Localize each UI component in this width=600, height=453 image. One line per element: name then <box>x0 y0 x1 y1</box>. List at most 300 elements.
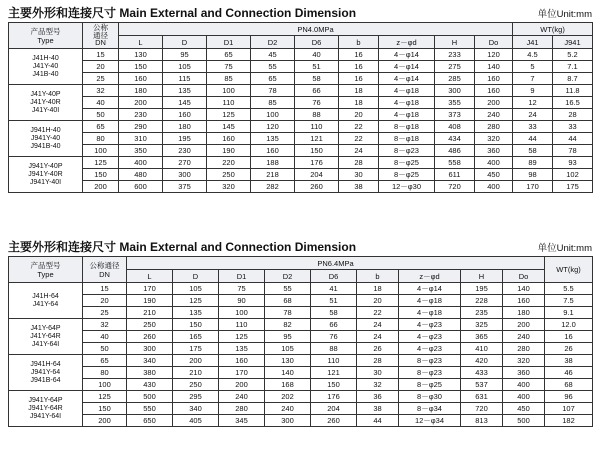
table-cell: 4－φ23 <box>399 343 461 355</box>
table-row <box>9 307 593 319</box>
table-cell: 182 <box>545 415 593 427</box>
type-cell <box>9 319 83 355</box>
table-cell: 120 <box>475 49 513 61</box>
type-name: J941B-64 <box>30 376 61 384</box>
type-name: J41H-64 <box>32 292 59 300</box>
table-cell: 500 <box>503 415 545 427</box>
table-cell: 100 <box>83 379 127 391</box>
table-cell: 96 <box>545 391 593 403</box>
table-cell: 410 <box>461 343 503 355</box>
col-header: b <box>339 36 379 49</box>
type-cell <box>9 391 83 427</box>
table-cell: 7 <box>513 73 553 85</box>
table-cell: 51 <box>295 61 339 73</box>
table-cell: 24 <box>339 145 379 157</box>
table-cell: 433 <box>461 367 503 379</box>
table-cell: 5.2 <box>553 49 593 61</box>
table-cell: 78 <box>251 85 295 97</box>
table-cell: 175 <box>553 181 593 193</box>
table-cell: 260 <box>295 181 339 193</box>
table-cell: 430 <box>127 379 173 391</box>
table-cell: 408 <box>435 121 475 133</box>
table-row <box>9 157 593 169</box>
table-cell: 200 <box>173 355 219 367</box>
table-cell: 240 <box>503 331 545 343</box>
table-cell: 558 <box>435 157 475 169</box>
table-cell: 9 <box>513 85 553 97</box>
table-cell: 20 <box>83 295 127 307</box>
type-name: J41Y-64R <box>30 332 61 340</box>
pressure-header: PN6.4MPa <box>127 257 545 270</box>
table-row <box>9 121 593 133</box>
table-cell: 300 <box>163 169 207 181</box>
type-name: J41Y-64P <box>30 324 61 332</box>
table-cell: 110 <box>295 121 339 133</box>
table-cell: 4.5 <box>513 49 553 61</box>
weight-header: WT(kg) <box>513 23 593 36</box>
table-cell: 65 <box>251 73 295 85</box>
table-cell: 8－φ18 <box>379 121 435 133</box>
type-name: J41Y-64 <box>32 300 59 308</box>
table-cell: 140 <box>475 61 513 73</box>
table-cell: 30 <box>339 169 379 181</box>
table-cell: 160 <box>251 145 295 157</box>
table-cell: 450 <box>475 169 513 181</box>
table-cell: 400 <box>475 181 513 193</box>
table-cell: 36 <box>357 391 399 403</box>
col-header: L <box>119 36 163 49</box>
dn-header <box>83 23 119 49</box>
table-cell: 88 <box>295 109 339 121</box>
table-cell: 12－φ30 <box>379 181 435 193</box>
table-cell: 170 <box>219 367 265 379</box>
table-cell: 95 <box>163 49 207 61</box>
table-cell: 210 <box>127 307 173 319</box>
type-name: J941H-64 <box>30 360 61 368</box>
table-cell: 89 <box>513 157 553 169</box>
table-row <box>9 331 593 343</box>
table-cell: 8.7 <box>553 73 593 85</box>
table-cell: 82 <box>265 319 311 331</box>
table-cell: 55 <box>265 283 311 295</box>
table-cell: 202 <box>265 391 311 403</box>
table-cell: 8－φ25 <box>379 157 435 169</box>
table-cell: 405 <box>173 415 219 427</box>
type-name: J41Y-64I <box>31 340 60 348</box>
type-header-cn: 产品型号 <box>30 26 61 36</box>
table-cell: 58 <box>311 307 357 319</box>
table-cell: 600 <box>119 181 163 193</box>
table-row <box>9 319 593 331</box>
type-name: J941Y-40 <box>30 134 61 142</box>
table-cell: 9.1 <box>545 307 593 319</box>
table-cell: 150 <box>119 61 163 73</box>
dn-header <box>83 257 127 283</box>
table-cell: 22 <box>339 133 379 145</box>
table-cell: 160 <box>475 73 513 85</box>
table-cell: 130 <box>265 355 311 367</box>
col-header: Do <box>503 270 545 283</box>
table-cell: 150 <box>311 379 357 391</box>
table-cell: 160 <box>207 133 251 145</box>
dn-header-line2: 通径 <box>93 30 108 40</box>
table-cell: 270 <box>163 157 207 169</box>
table-cell: 65 <box>83 355 127 367</box>
table-cell: 32 <box>357 379 399 391</box>
unit-label: 单位Unit:mm <box>537 9 592 20</box>
table-cell: 220 <box>207 157 251 169</box>
dn-header-line1: 公称通径 <box>89 260 120 270</box>
table-cell: 85 <box>207 73 251 85</box>
table-cell: 66 <box>311 319 357 331</box>
table-cell: 32 <box>83 85 119 97</box>
table-cell: 88 <box>311 343 357 355</box>
type-name: J41Y-40I <box>31 106 60 114</box>
table-cell: 44 <box>357 415 399 427</box>
table-cell: 350 <box>119 145 163 157</box>
type-cell <box>9 283 83 319</box>
col-header: D1 <box>207 36 251 49</box>
section-title: 主要外形和连接尺寸 Main External and Connection Dimension <box>8 240 357 254</box>
table-row <box>9 343 593 355</box>
table-cell: 100 <box>83 145 119 157</box>
table-cell: 4－φ14 <box>399 283 461 295</box>
table-cell: 105 <box>163 61 207 73</box>
type-name: J941Y-64R <box>28 404 63 412</box>
table-cell: 28 <box>553 109 593 121</box>
type-cell <box>9 49 83 85</box>
table-cell: 93 <box>553 157 593 169</box>
table-row <box>9 283 593 295</box>
table-cell: 75 <box>207 61 251 73</box>
table-cell: 4－φ14 <box>379 49 435 61</box>
section-pn40 <box>8 4 592 193</box>
table-cell: 12 <box>513 97 553 109</box>
table-cell: 373 <box>435 109 475 121</box>
table-cell: 250 <box>127 319 173 331</box>
table-row <box>9 109 593 121</box>
type-name: J41B-40 <box>32 70 59 78</box>
table-cell: 170 <box>513 181 553 193</box>
table-cell: 4－φ14 <box>379 73 435 85</box>
table-cell: 180 <box>119 85 163 97</box>
table-cell: 33 <box>513 121 553 133</box>
type-header <box>9 257 83 283</box>
table-cell: 110 <box>311 355 357 367</box>
table-cell: 160 <box>163 109 207 121</box>
table-cell: 200 <box>119 97 163 109</box>
table-cell: 22 <box>357 307 399 319</box>
table-cell: 230 <box>119 109 163 121</box>
table-cell: 85 <box>251 97 295 109</box>
table-row <box>9 379 593 391</box>
table-cell: 228 <box>461 295 503 307</box>
table-cell: 110 <box>219 319 265 331</box>
table-cell: 360 <box>475 145 513 157</box>
pressure-header: PN4.0MPa <box>119 23 513 36</box>
table-cell: 4－φ18 <box>379 85 435 97</box>
table-cell: 500 <box>127 391 173 403</box>
type-header <box>9 23 83 49</box>
table-cell: 50 <box>83 109 119 121</box>
table-cell: 135 <box>163 85 207 97</box>
section-title: 主要外形和连接尺寸 Main External and Connection Dimension <box>8 6 357 20</box>
type-cell <box>9 157 83 193</box>
col-header: J41 <box>513 36 553 49</box>
table-cell: 190 <box>127 295 173 307</box>
table-cell: 28 <box>357 355 399 367</box>
type-name: J941Y-64I <box>29 412 62 420</box>
table-cell: 4－φ18 <box>399 295 461 307</box>
type-name: J941Y-64P <box>28 396 63 404</box>
weight-header: WT(kg) <box>545 257 593 283</box>
table-cell: 40 <box>83 97 119 109</box>
table-cell: 25 <box>83 73 119 85</box>
table-cell: 135 <box>173 307 219 319</box>
col-header: H <box>435 36 475 49</box>
table-cell: 150 <box>173 319 219 331</box>
table-cell: 275 <box>435 61 475 73</box>
col-header: D1 <box>219 270 265 283</box>
col-header: D2 <box>251 36 295 49</box>
table-cell: 24 <box>513 109 553 121</box>
table-cell: 180 <box>163 121 207 133</box>
table-cell: 188 <box>251 157 295 169</box>
table-body <box>9 49 593 193</box>
table-cell: 218 <box>251 169 295 181</box>
table-cell: 58 <box>513 145 553 157</box>
table-cell: 8－φ18 <box>379 133 435 145</box>
table-cell: 204 <box>295 169 339 181</box>
table-cell: 720 <box>435 181 475 193</box>
table-cell: 16 <box>339 49 379 61</box>
table-cell: 260 <box>127 331 173 343</box>
table-cell: 233 <box>435 49 475 61</box>
table-cell: 175 <box>173 343 219 355</box>
table-cell: 365 <box>461 331 503 343</box>
table-cell: 400 <box>503 379 545 391</box>
type-name: J41Y-40 <box>32 62 59 70</box>
table-cell: 26 <box>357 343 399 355</box>
type-name: J941H-40 <box>30 126 61 134</box>
type-name: J941Y-40R <box>28 170 63 178</box>
col-header: Do <box>475 36 513 49</box>
table-cell: 38 <box>339 181 379 193</box>
table-cell: 150 <box>295 145 339 157</box>
col-header: D2 <box>265 270 311 283</box>
table-cell: 450 <box>503 403 545 415</box>
table-cell: 12－φ34 <box>399 415 461 427</box>
table-body <box>9 283 593 427</box>
table-row <box>9 181 593 193</box>
table-cell: 145 <box>207 121 251 133</box>
table-cell: 51 <box>311 295 357 307</box>
table-cell: 95 <box>265 331 311 343</box>
table-cell: 65 <box>83 121 119 133</box>
table-cell: 150 <box>83 403 127 415</box>
table-cell: 20 <box>339 109 379 121</box>
table-cell: 38 <box>357 403 399 415</box>
col-header: z－φd <box>379 36 435 49</box>
table-cell: 400 <box>119 157 163 169</box>
table-cell: 78 <box>553 145 593 157</box>
table-cell: 45 <box>251 49 295 61</box>
table-cell: 46 <box>545 367 593 379</box>
table-cell: 125 <box>173 295 219 307</box>
table-cell: 380 <box>127 367 173 379</box>
table-row <box>9 403 593 415</box>
table-cell: 360 <box>503 367 545 379</box>
table-cell: 44 <box>553 133 593 145</box>
table-cell: 18 <box>357 283 399 295</box>
table-cell: 18 <box>339 97 379 109</box>
table-cell: 300 <box>435 85 475 97</box>
table-cell: 240 <box>265 403 311 415</box>
table-cell: 30 <box>357 367 399 379</box>
col-header: D6 <box>311 270 357 283</box>
table-cell: 98 <box>513 169 553 181</box>
table-cell: 140 <box>503 283 545 295</box>
table-cell: 204 <box>311 403 357 415</box>
table-cell: 400 <box>503 391 545 403</box>
type-name: J941Y-64 <box>30 368 61 376</box>
table-cell: 200 <box>219 379 265 391</box>
table-cell: 90 <box>219 295 265 307</box>
table-cell: 240 <box>475 109 513 121</box>
table-cell: 22 <box>339 121 379 133</box>
table-cell: 20 <box>357 295 399 307</box>
table-cell: 121 <box>311 367 357 379</box>
table-cell: 250 <box>207 169 251 181</box>
table-cell: 25 <box>83 307 127 319</box>
table-cell: 125 <box>207 109 251 121</box>
table-cell: 537 <box>461 379 503 391</box>
table-cell: 813 <box>461 415 503 427</box>
table-cell: 80 <box>83 367 127 379</box>
table-cell: 8－φ23 <box>399 367 461 379</box>
type-header-cn: 产品型号 <box>30 260 61 270</box>
table-cell: 130 <box>119 49 163 61</box>
table-cell: 4－φ23 <box>399 319 461 331</box>
table-cell: 400 <box>475 157 513 169</box>
table-cell: 176 <box>295 157 339 169</box>
table-cell: 28 <box>339 157 379 169</box>
col-header: L <box>127 270 173 283</box>
type-name: J41Y-40R <box>30 98 61 106</box>
dn-header-line1: 公称 <box>93 23 108 33</box>
table-cell: 120 <box>251 121 295 133</box>
type-name: J941B-40 <box>30 142 61 150</box>
type-cell <box>9 355 83 391</box>
table-cell: 80 <box>83 133 119 145</box>
table-cell: 32 <box>83 319 127 331</box>
section-pn64 <box>8 238 592 427</box>
table-row <box>9 97 593 109</box>
table-row <box>9 133 593 145</box>
type-name: J941Y-40P <box>28 162 63 170</box>
table-cell: 170 <box>127 283 173 295</box>
type-cell <box>9 85 83 121</box>
table-cell: 100 <box>219 307 265 319</box>
table-cell: 15 <box>83 49 119 61</box>
table-cell: 5.5 <box>545 283 593 295</box>
table-cell: 280 <box>219 403 265 415</box>
table-cell: 24 <box>357 319 399 331</box>
type-name: J41H-40 <box>32 54 59 62</box>
table-cell: 375 <box>163 181 207 193</box>
table-cell: 40 <box>295 49 339 61</box>
table-cell: 107 <box>545 403 593 415</box>
table-cell: 320 <box>503 355 545 367</box>
table-cell: 20 <box>83 61 119 73</box>
table-cell: 12.0 <box>545 319 593 331</box>
table-row <box>9 85 593 97</box>
type-name: J41Y-40P <box>30 90 61 98</box>
table-cell: 16 <box>545 331 593 343</box>
table-cell: 115 <box>163 73 207 85</box>
table-cell: 33 <box>553 121 593 133</box>
table-cell: 16 <box>339 61 379 73</box>
table-cell: 50 <box>83 343 127 355</box>
table-row <box>9 415 593 427</box>
table-cell: 75 <box>219 283 265 295</box>
table-cell: 320 <box>207 181 251 193</box>
col-header: z－φd <box>399 270 461 283</box>
table-cell: 195 <box>163 133 207 145</box>
table-cell: 4－φ18 <box>379 97 435 109</box>
table-cell: 100 <box>251 109 295 121</box>
dn-header-line3: DN <box>95 38 106 48</box>
table-cell: 200 <box>475 97 513 109</box>
type-cell <box>9 121 83 157</box>
table-cell: 355 <box>435 97 475 109</box>
table-cell: 135 <box>219 343 265 355</box>
table-cell: 631 <box>461 391 503 403</box>
table-cell: 38 <box>545 355 593 367</box>
table-cell: 486 <box>435 145 475 157</box>
table-cell: 15 <box>83 283 127 295</box>
table-cell: 76 <box>311 331 357 343</box>
table-cell: 150 <box>83 169 119 181</box>
table-cell: 282 <box>251 181 295 193</box>
unit-label: 单位Unit:mm <box>537 243 592 254</box>
col-header: J941 <box>553 36 593 49</box>
table-cell: 16 <box>339 73 379 85</box>
table-row <box>9 73 593 85</box>
table-cell: 7.1 <box>553 61 593 73</box>
table-cell: 4－φ18 <box>379 109 435 121</box>
table-cell: 650 <box>127 415 173 427</box>
table-cell: 230 <box>163 145 207 157</box>
table-cell: 160 <box>219 355 265 367</box>
dimension-table-pn40 <box>8 22 593 193</box>
table-cell: 176 <box>311 391 357 403</box>
table-cell: 18 <box>339 85 379 97</box>
table-cell: 5 <box>513 61 553 73</box>
col-header: D6 <box>295 36 339 49</box>
table-cell: 26 <box>545 343 593 355</box>
table-cell: 300 <box>127 343 173 355</box>
table-cell: 235 <box>461 307 503 319</box>
table-cell: 611 <box>435 169 475 181</box>
table-cell: 24 <box>357 331 399 343</box>
table-row <box>9 391 593 403</box>
table-cell: 295 <box>173 391 219 403</box>
table-cell: 290 <box>119 121 163 133</box>
table-cell: 58 <box>295 73 339 85</box>
table-cell: 76 <box>295 97 339 109</box>
type-header-en: Type <box>37 269 54 279</box>
